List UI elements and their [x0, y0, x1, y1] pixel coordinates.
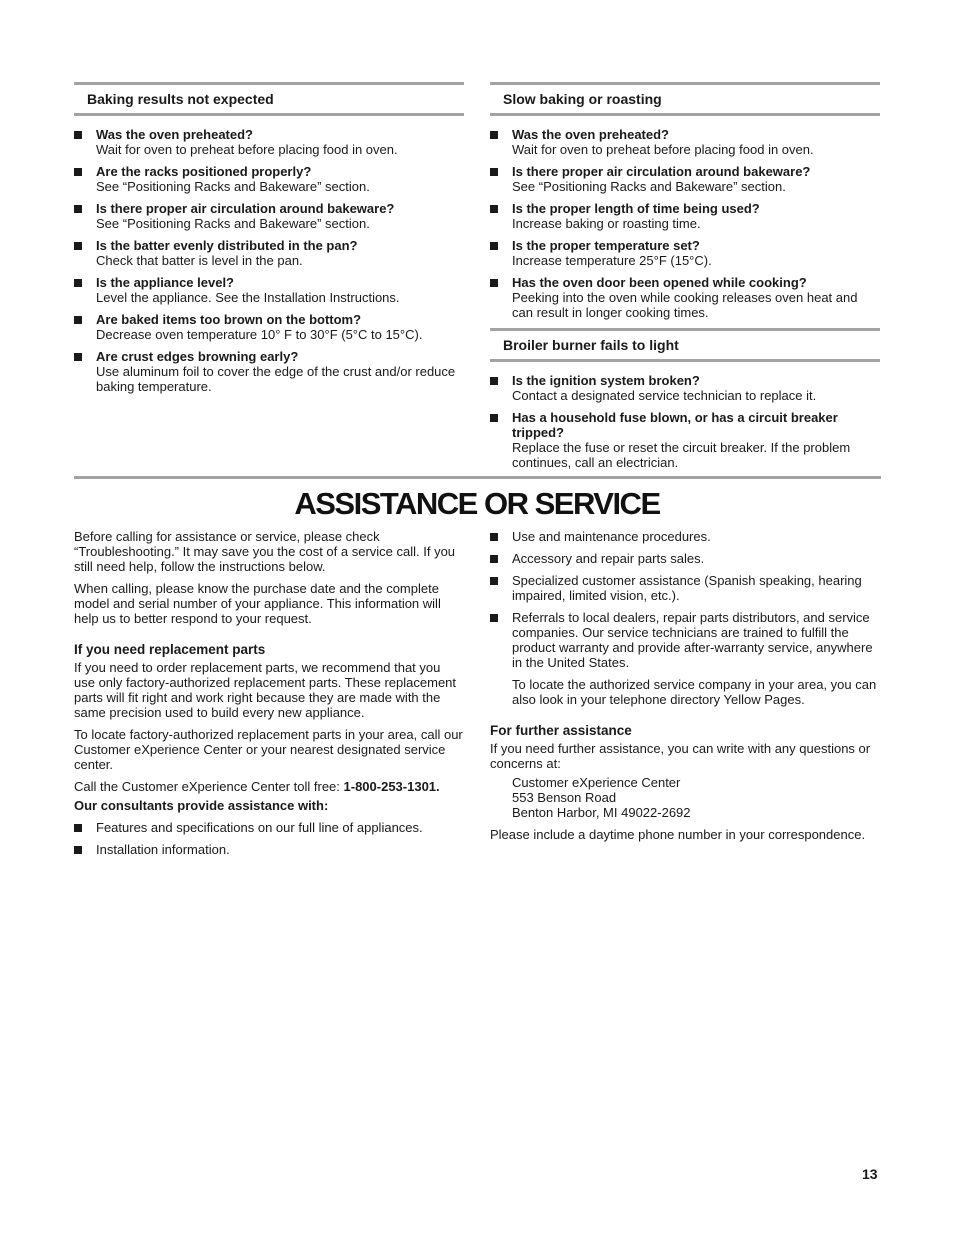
square-bullet-icon [74, 353, 82, 361]
list-item [490, 127, 880, 157]
question-text: Are the racks positioned properly? [96, 164, 312, 179]
square-bullet-icon [74, 242, 82, 250]
list-item [490, 201, 880, 231]
square-bullet-icon [490, 168, 498, 176]
answer-text: See “Positioning Racks and Bakeware” section. [512, 179, 786, 194]
question-text: Are crust edges browning early? [96, 349, 299, 364]
list-item-text: Use and maintenance procedures. [512, 529, 711, 544]
phone-number: 1-800-253-1301. [343, 779, 440, 794]
list-item [490, 238, 880, 268]
slow-baking-section [490, 82, 880, 327]
square-bullet-icon [490, 555, 498, 563]
intro-paragraph: Before calling for assistance or service, please check “Troubleshooting.” It may save you the cost of a service call. If you still need help, follow the instructions below. [74, 529, 456, 574]
square-bullet-icon [490, 377, 498, 385]
consultants-line: Our consultants provide assistance with: [74, 798, 329, 813]
section-heading: Slow baking or roasting [490, 82, 880, 116]
list-item-text: Accessory and repair parts sales. [512, 551, 705, 566]
answer-text: Peeking into the oven while cooking releases oven heat and can result in longer cooking times. [512, 290, 858, 320]
list-item-text: Features and specifications on our full line of appliances. [96, 820, 423, 835]
square-bullet-icon [490, 533, 498, 541]
broiler-section [490, 328, 880, 477]
slow-baking-list [490, 127, 880, 320]
baking-list [74, 127, 464, 394]
list-item [74, 238, 464, 268]
list-item-text: Referrals to local dealers, repair parts distributors, and service companies. Our service technicians are trained to fulfill the product warranty and provide after-warranty service, anywhere in the United States. [512, 610, 873, 670]
address-line: Benton Harbor, MI 49022-2692 [512, 805, 691, 820]
answer-text: Decrease oven temperature 10° F to 30°F (5°C to 15°C). [96, 327, 423, 342]
page-title: ASSISTANCE OR SERVICE [294, 486, 660, 521]
mailing-address [490, 775, 880, 820]
list-item [74, 349, 464, 394]
square-bullet-icon [74, 316, 82, 324]
square-bullet-icon [74, 131, 82, 139]
square-bullet-icon [490, 614, 498, 622]
list-item [490, 529, 880, 544]
answer-text: Check that batter is level in the pan. [96, 253, 303, 268]
square-bullet-icon [490, 242, 498, 250]
question-text: Was the oven preheated? [96, 127, 253, 142]
question-text: Is the appliance level? [96, 275, 234, 290]
assistance-left-column [74, 529, 464, 864]
answer-text: Replace the fuse or reset the circuit breaker. If the problem continues, call an electrician. [512, 440, 851, 470]
list-item-text: Installation information. [96, 842, 230, 857]
list-item [74, 164, 464, 194]
square-bullet-icon [74, 846, 82, 854]
question-text: Is there proper air circulation around bakeware? [512, 164, 811, 179]
question-text: Was the oven preheated? [512, 127, 669, 142]
answer-text: Wait for oven to preheat before placing food in oven. [96, 142, 398, 157]
list-item [490, 610, 880, 670]
answer-text: Use aluminum foil to cover the edge of the crust and/or reduce baking temperature. [96, 364, 456, 394]
list-item [490, 275, 880, 320]
closing-paragraph: Please include a daytime phone number in your correspondence. [490, 827, 866, 842]
list-item [490, 410, 880, 470]
answer-text: Increase temperature 25°F (15°C). [512, 253, 712, 268]
question-text: Has a household fuse blown, or has a circuit breaker tripped? [512, 410, 838, 440]
question-text: Is the proper temperature set? [512, 238, 700, 253]
address-line: Customer eXperience Center [512, 775, 681, 790]
list-item [490, 164, 880, 194]
question-text: Is the proper length of time being used? [512, 201, 760, 216]
parts-paragraph: If you need to order replacement parts, we recommend that you use only factory-authorized replacement parts. These replacement parts will fit right and work right because they are made with the same precision used to build every new appliance. [74, 660, 457, 720]
list-item [490, 373, 880, 403]
parts-paragraph: To locate factory-authorized replacement parts in your area, call our Customer eXperience Center or your nearest designated service center. [74, 727, 463, 772]
list-item [490, 551, 880, 566]
section-heading: Broiler burner fails to light [490, 328, 880, 362]
call-text: Call the Customer eXperience Center toll free: [74, 779, 344, 794]
address-line: 553 Benson Road [512, 790, 617, 805]
list-item [74, 842, 464, 857]
list-item [490, 573, 880, 603]
answer-text: Level the appliance. See the Installation Instructions. [96, 290, 400, 305]
assistance-right-column [490, 529, 880, 849]
list-item [74, 127, 464, 157]
square-bullet-icon [74, 824, 82, 832]
answer-text: Wait for oven to preheat before placing food in oven. [512, 142, 814, 157]
answer-text: See “Positioning Racks and Bakeware” section. [96, 216, 370, 231]
list-item [74, 275, 464, 305]
question-text: Are baked items too brown on the bottom? [96, 312, 362, 327]
answer-text: Increase baking or roasting time. [512, 216, 701, 231]
question-text: Is there proper air circulation around bakeware? [96, 201, 395, 216]
list-item [74, 201, 464, 231]
assistance-list-left [74, 820, 464, 857]
question-text: Is the batter evenly distributed in the pan? [96, 238, 358, 253]
square-bullet-icon [490, 279, 498, 287]
replacement-parts-heading: If you need replacement parts [74, 642, 266, 657]
list-item-text: Specialized customer assistance (Spanish speaking, hearing impaired, limited vision, etc.). [512, 573, 862, 603]
call-line [74, 779, 464, 794]
square-bullet-icon [490, 414, 498, 422]
answer-text: Contact a designated service technician to replace it. [512, 388, 817, 403]
list-item [74, 312, 464, 342]
square-bullet-icon [74, 168, 82, 176]
square-bullet-icon [490, 577, 498, 585]
question-text: Has the oven door been opened while cooking? [512, 275, 807, 290]
section-heading: Baking results not expected [74, 82, 464, 116]
further-assistance-heading: For further assistance [490, 723, 632, 738]
square-bullet-icon [490, 131, 498, 139]
assistance-list-right [490, 529, 880, 670]
intro-paragraph: When calling, please know the purchase date and the complete model and serial number of your appliance. This information will help us to better respond to your request. [74, 581, 441, 626]
square-bullet-icon [74, 279, 82, 287]
list-item [74, 820, 464, 835]
answer-text: See “Positioning Racks and Bakeware” section. [96, 179, 370, 194]
further-paragraph: If you need further assistance, you can write with any questions or concerns at: [490, 741, 871, 771]
broiler-list [490, 373, 880, 470]
question-text: Is the ignition system broken? [512, 373, 700, 388]
square-bullet-icon [74, 205, 82, 213]
square-bullet-icon [490, 205, 498, 213]
page-number: 13 [862, 1166, 878, 1182]
locate-paragraph: To locate the authorized service company in your area, you can also look in your telephone directory Yellow Pages. [512, 677, 877, 707]
section-divider [74, 476, 881, 479]
baking-section [74, 82, 464, 401]
